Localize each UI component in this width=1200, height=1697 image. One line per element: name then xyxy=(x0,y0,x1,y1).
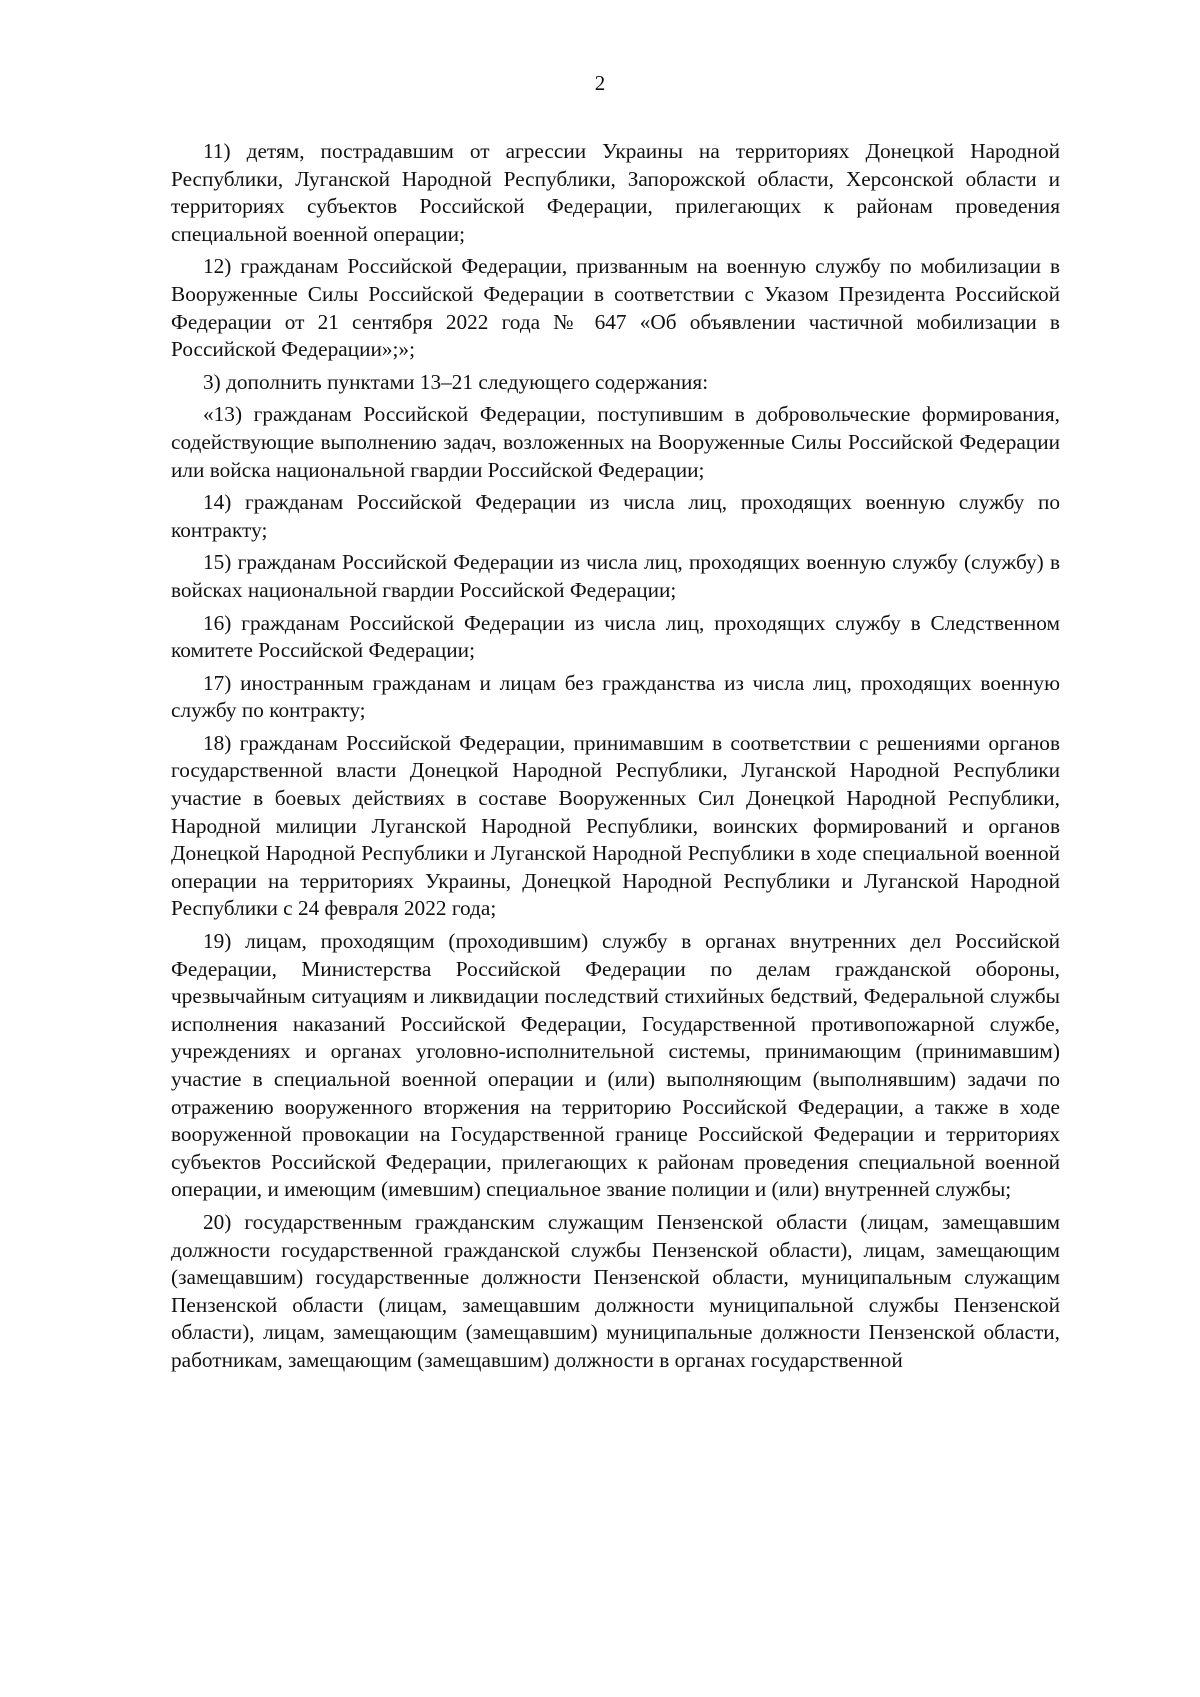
page-number: 2 xyxy=(594,71,606,95)
paragraph-item-17: 17) иностранным гражданам и лицам без гражданства из числа лиц, проходящих военную службу по контракту; xyxy=(171,670,1060,723)
paragraph-item-16: 16) гражданам Российской Федерации из числа лиц, проходящих службу в Следственном комитете Российской Федерации; xyxy=(171,610,1060,663)
paragraph-item-15: 15) гражданам Российской Федерации из числа лиц, проходящих военную службу (службу) в войсках национальной гвардии Российской Федерации; xyxy=(171,550,1060,602)
paragraph-item-18: 18) гражданам Российской Федерации, принимавшим в соответствии с решениями органов государственной власти Донецкой Народной Республики, Луганской Народной Республики участие в боевых действиях в составе Вооруженных Сил Донецкой Народной Республики, Народной милиции Луганской Народной Республики, воинских формирований и органов Донецкой Народной Республики и Луганской Народной Республики в ходе специальной военной операции на территориях Украины, Донецкой Народной Республики и Луганской Народной Республики с 24 февраля 2022 года; xyxy=(171,730,1060,921)
paragraph-item-20: 20) государственным гражданским служащим Пензенской области (лицам, замещавшим должности государственной гражданской службы Пензенской области), лицам, замещающим (замещавшим) государственные должности Пензенской области, муниципальным служащим Пензенской области (лицам, замещавшим должности муниципальной службы Пензенской области), лицам, замещающим (замещавшим) муниципальные должности Пензенской области, работникам, замещающим (замещавшим) должности в органах государственной xyxy=(171,1209,1060,1372)
paragraph-item-19: 19) лицам, проходящим (проходившим) службу в органах внутренних дел Российской Федерации, Министерства Российской Федерации по делам гражданской обороны, чрезвычайным ситуациям и ликвидации последствий стихийных бедствий, Федеральной службы исполнения наказаний Российской Федерации, Государственной противопожарной службе, учреждениях и органах уголовно-исполнительной системы, принимающим (принимавшим) участие в специальной военной операции и (или) выполняющим (выполнявшим) задачи по отражению вооруженного вторжения на территорию Российской Федерации, а также в ходе вооруженной провокации на Государственной границе Российской Федерации и территориях субъектов Российской Федерации, прилегающих к районам проведения специальной военной операции, и имеющим (имевшим) специальное звание полиции и (или) внутренней службы; xyxy=(171,929,1060,1202)
paragraph-item-11: 11) детям, пострадавшим от агрессии Украины на территориях Донецкой Народной Республики, Луганской Народной Республики, Запорожской области, Херсонской области и территориях субъектов Российской Федерации, прилегающих к районам проведения специальной военной операции; xyxy=(171,139,1060,246)
paragraph-item-14: 14) гражданам Российской Федерации из числа лиц, проходящих военную службу по контракту; xyxy=(171,490,1060,542)
paragraph-item-12: 12) гражданам Российской Федерации, призванным на военную службу по мобилизации в Вооруженные Силы Российской Федерации в соответствии с Указом Президента Российской Федерации от 21 сентября 2022 года № 647 «Об объявлении частичной мобилизации в Российской Федерации»;»; xyxy=(171,254,1060,362)
document-body xyxy=(171,138,1060,1375)
paragraph-item-13: «13) гражданам Российской Федерации, поступившим в добровольческие формирования, содействующие выполнению задач, возложенных на Вооруженные Силы Российской Федерации или войска национальной гвардии Российской Федерации; xyxy=(171,402,1060,482)
paragraph-amendment-3: 3) дополнить пунктами 13–21 следующего содержания: xyxy=(203,369,709,394)
